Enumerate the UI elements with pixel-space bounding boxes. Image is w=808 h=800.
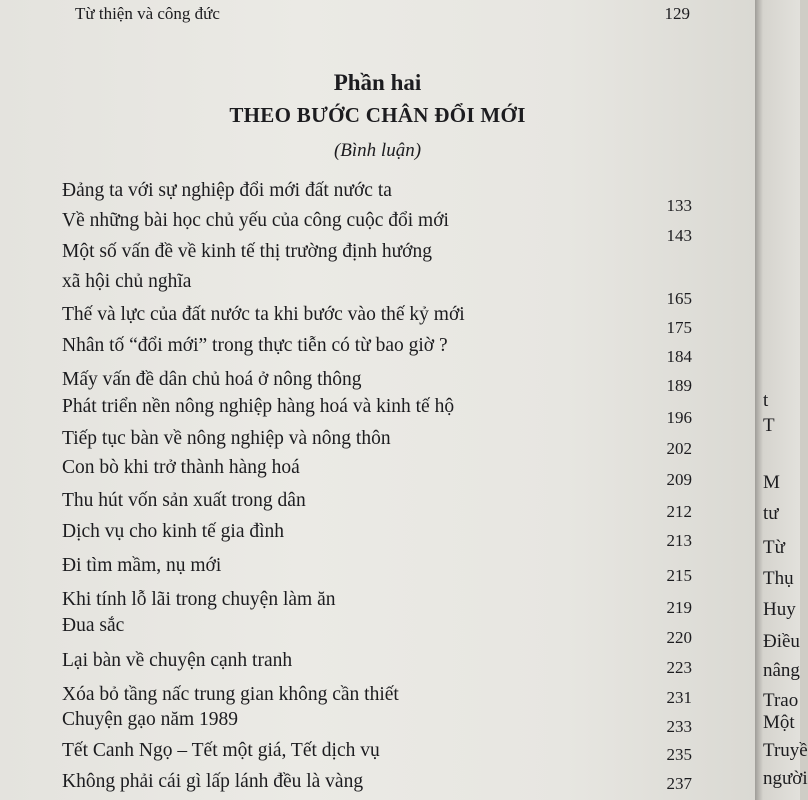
toc-entry-page: 189 [666, 376, 692, 395]
toc-entry-title: Dịch vụ cho kinh tế gia đình [62, 521, 285, 542]
facing-page-fragment: T [763, 415, 775, 436]
toc-entry-page: 202 [666, 439, 692, 458]
toc-entry-title: Tiếp tục bàn về nông nghiệp và nông thôn [62, 428, 391, 449]
toc-entry-title: Thu hút vốn sản xuất trong dân [62, 490, 306, 511]
facing-page-edge [755, 0, 808, 800]
toc-entry-page: 133 [666, 196, 692, 215]
facing-page-fragment: Trao [763, 690, 799, 711]
toc-entry-title: Đua sắc [62, 615, 125, 636]
toc-entry-title: Đi tìm mầm, nụ mới [62, 555, 222, 576]
toc-entry-page: 215 [666, 566, 692, 585]
part-heading: Phần hai [333, 70, 422, 95]
toc-entry-title: Con bò khi trở thành hàng hoá [62, 457, 300, 478]
toc-entry-page: 209 [666, 470, 692, 489]
facing-page-fragment: M [763, 472, 780, 493]
toc-entry-page: 235 [666, 745, 692, 764]
toc-entry-page: 143 [666, 226, 692, 245]
facing-page-fragment: t [763, 390, 769, 411]
facing-page-fragment: Huy [763, 599, 796, 620]
toc-entry-title: Chuyện gạo năm 1989 [62, 709, 239, 730]
toc-entry-page: 213 [666, 531, 692, 550]
toc-entry-page: 233 [666, 717, 692, 736]
toc-entry-title-continued: xã hội chủ nghĩa [62, 271, 192, 292]
toc-entry-page: 231 [666, 688, 692, 707]
toc-entry-page: 165 [666, 289, 692, 308]
toc-entry-page: 129 [664, 4, 690, 23]
section-subtitle: (Bình luận) [333, 140, 422, 161]
toc-entry-title: Phát triển nền nông nghiệp hàng hoá và kinh tế hộ [62, 396, 455, 417]
toc-entry-page: 212 [666, 502, 692, 521]
toc-entry-title: Mấy vấn đề dân chủ hoá ở nông thông [62, 369, 362, 390]
toc-entry-title: Về những bài học chủ yếu của công cuộc đổi mới [62, 210, 449, 231]
section-title: THEO BƯỚC CHÂN ĐỔI MỚI [229, 103, 526, 127]
toc-entry-page: 219 [666, 598, 692, 617]
toc-entry-title: Tết Canh Ngọ – Tết một giá, Tết dịch vụ [62, 740, 380, 761]
facing-page-fragment: tư [763, 503, 779, 524]
toc-entry-title: Đảng ta với sự nghiệp đổi mới đất nước ta [62, 180, 392, 201]
facing-page-fragment: người [763, 768, 808, 789]
toc-entry-page: 175 [666, 318, 692, 337]
toc-entry-title: Thế và lực của đất nước ta khi bước vào thế kỷ mới [62, 304, 465, 325]
facing-page-fragment: nâng [763, 660, 800, 681]
toc-entry-page: 184 [666, 347, 692, 366]
facing-page-fragment: Điều [763, 631, 800, 652]
toc-entry-page: 196 [666, 408, 692, 427]
facing-page-fragment: Từ [763, 537, 785, 558]
toc-entry-title: Từ thiện và công đức [75, 4, 220, 23]
toc-entry-title: Không phải cái gì lấp lánh đều là vàng [62, 771, 364, 792]
toc-entry-title: Xóa bỏ tầng nấc trung gian không cần thiết [62, 684, 399, 705]
toc-entry-title: Nhân tố “đổi mới” trong thực tiễn có từ bao giờ ? [62, 335, 448, 356]
facing-page-fragment: Truyề [763, 740, 808, 761]
toc-entry-page: 220 [666, 628, 692, 647]
facing-page-fragment: Thụ [763, 568, 794, 589]
toc-entry-page: 223 [666, 658, 692, 677]
toc-entry-title: Lại bàn về chuyện cạnh tranh [62, 650, 293, 671]
toc-entry-page: 237 [666, 774, 692, 793]
facing-page-fragment: Một [763, 712, 795, 733]
toc-entry-title: Khi tính lỗ lãi trong chuyện làm ăn [62, 589, 336, 610]
toc-entry-title: Một số vấn đề về kinh tế thị trường định hướng [62, 241, 432, 262]
